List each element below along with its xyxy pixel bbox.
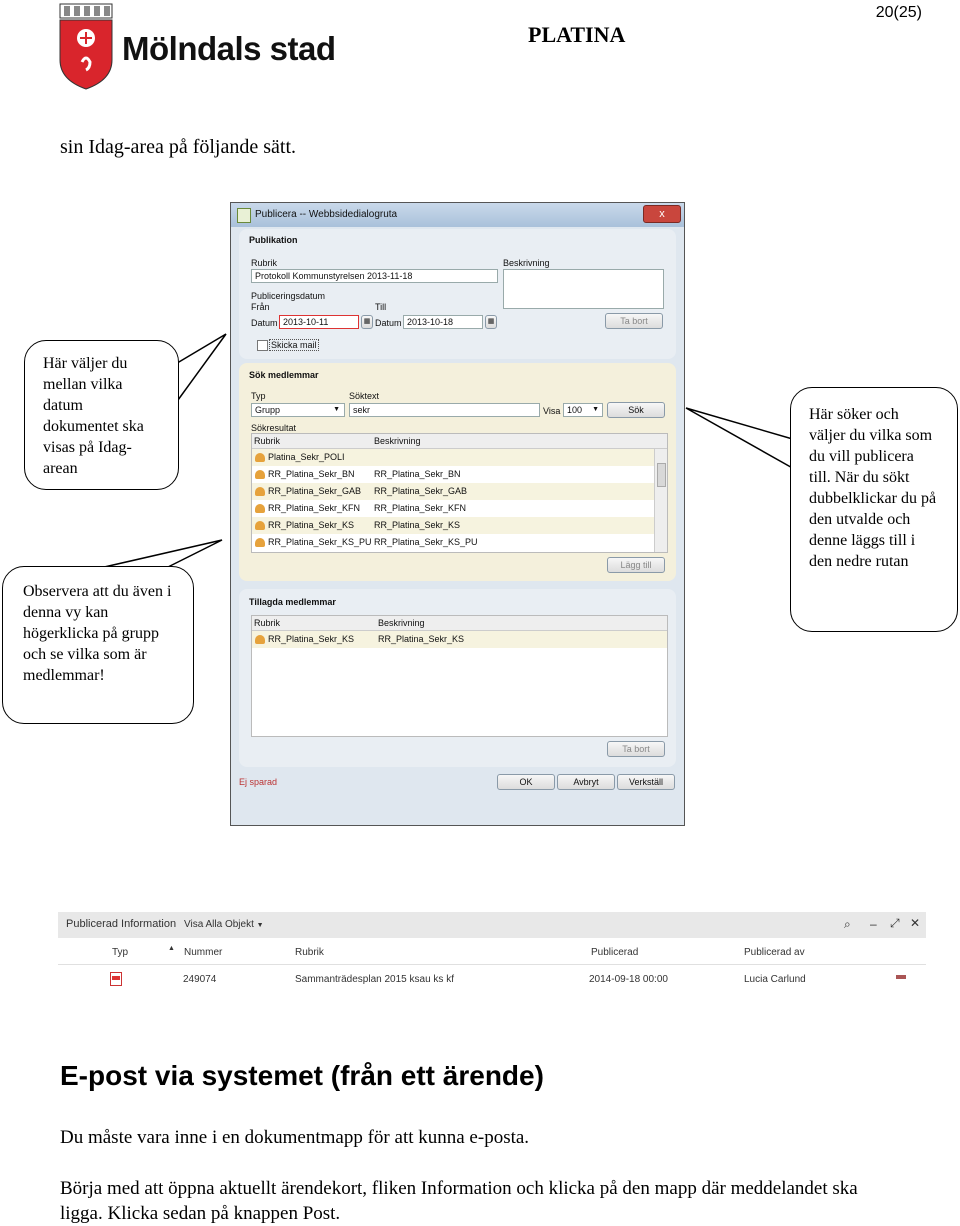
column-header[interactable]: Rubrik: [295, 947, 324, 958]
column-header[interactable]: Rubrik: [254, 618, 281, 628]
publication-date-label: Publiceringsdatum: [251, 291, 326, 301]
from-datum-label: Datum: [251, 318, 278, 328]
column-header[interactable]: Beskrivning: [374, 436, 421, 446]
column-header[interactable]: Beskrivning: [378, 618, 425, 628]
close-icon[interactable]: ✕: [910, 916, 921, 930]
strip-toolbar: [58, 912, 926, 938]
strip-title: Publicerad Information: [66, 918, 177, 930]
search-panel: [239, 363, 676, 581]
dialog-title: Publicera -- Webbsidedialogruta: [255, 209, 398, 220]
paragraph: Börja med att öppna aktuellt ärendekort, fliken Information och klicka på den mapp där meddelandet ska ligga. Klicka sedan på knappen Post.: [60, 1178, 858, 1224]
table-row[interactable]: [252, 483, 654, 500]
searchtext-label: Söktext: [349, 391, 380, 401]
cancel-button[interactable]: Avbryt: [557, 774, 615, 790]
send-mail-checkbox[interactable]: [257, 340, 268, 351]
paragraph: Du måste vara inne i en dokumentmapp för att kunna e-posta.: [60, 1127, 530, 1148]
results-header: [252, 434, 667, 449]
column-header[interactable]: Typ: [112, 947, 129, 958]
publication-heading: Publikation: [249, 235, 298, 245]
to-label: Till: [375, 302, 387, 312]
row-published: 2014-09-18 00:00: [589, 974, 668, 985]
scrollbar[interactable]: [654, 449, 667, 552]
callout-search-hint: [790, 387, 958, 632]
close-button[interactable]: x: [643, 205, 681, 223]
type-label: Typ: [251, 391, 266, 401]
searchtext-field[interactable]: sekr: [349, 403, 540, 417]
column-header[interactable]: Publicerad: [591, 947, 639, 958]
logo-text: Mölndals stad: [122, 30, 336, 67]
group-icon: [255, 487, 265, 496]
table-row[interactable]: [252, 517, 654, 534]
callout-members-text: Observera att du även i denna vy kan högerklicka på grupp och se vilka som är medlemmar!: [23, 583, 172, 684]
added-header: [252, 616, 667, 631]
row-rubrik[interactable]: Sammanträdesplan 2015 ksau ks kf: [295, 974, 454, 985]
to-date-field[interactable]: 2013-10-18: [403, 315, 483, 329]
row-beskrivning: RR_Platina_Sekr_BN: [374, 469, 461, 479]
beskrivning-field[interactable]: [503, 269, 664, 309]
chevron-down-icon: ▼: [592, 406, 599, 413]
search-heading: Sök medlemmar: [249, 370, 319, 380]
row-beskrivning: RR_Platina_Sekr_KFN: [374, 503, 467, 513]
group-icon: [255, 453, 265, 462]
group-icon: [255, 538, 265, 547]
row-rubrik: RR_Platina_Sekr_KS: [268, 520, 355, 530]
from-date-field[interactable]: 2013-10-11: [279, 315, 359, 329]
publication-panel: [239, 229, 676, 359]
row-beskrivning: RR_Platina_Sekr_GAB: [374, 486, 468, 496]
add-member-button[interactable]: Lägg till: [607, 557, 665, 573]
row-beskrivning: RR_Platina_Sekr_KS: [374, 520, 461, 530]
group-icon: [255, 470, 265, 479]
save-status: Ej sparad: [239, 777, 278, 787]
ok-button[interactable]: OK: [497, 774, 555, 790]
show-select[interactable]: [563, 403, 603, 417]
table-row[interactable]: [252, 466, 654, 483]
row-published-by: Lucia Carlund: [744, 974, 806, 985]
from-label: Från: [251, 302, 270, 312]
column-header[interactable]: Rubrik: [254, 436, 281, 446]
pdf-icon: [110, 972, 122, 986]
row-rubrik: RR_Platina_Sekr_KS_PU: [268, 537, 372, 547]
type-select-value: Grupp: [255, 405, 281, 415]
page-number: 20(25): [875, 4, 922, 21]
row-number: 249074: [183, 974, 217, 985]
callout-search-text: Här söker och väljer du vilka som du vill publicera till. När du sökt dubbelklickar du på den utvalde och denne läggs till i den nedre rutan: [809, 406, 937, 570]
chevron-down-icon: ▼: [256, 922, 264, 929]
beskrivning-label: Beskrivning: [503, 258, 550, 268]
item-menu-icon[interactable]: [896, 975, 906, 979]
execute-button[interactable]: Verkställ: [617, 774, 675, 790]
added-members-panel: [239, 589, 676, 767]
search-button[interactable]: Sök: [607, 402, 665, 418]
view-dropdown-label: Visa Alla Objekt: [184, 919, 254, 930]
remove-date-button[interactable]: Ta bort: [605, 313, 663, 329]
scroll-thumb[interactable]: [657, 463, 666, 487]
calendar-icon[interactable]: ▦: [485, 315, 497, 329]
to-datum-label: Datum: [375, 318, 402, 328]
document-title: PLATINA: [528, 22, 626, 47]
row-rubrik: RR_Platina_Sekr_BN: [268, 469, 355, 479]
show-label: Visa: [543, 406, 561, 416]
table-row[interactable]: [252, 631, 667, 648]
send-mail-label[interactable]: Skicka mail: [271, 340, 317, 350]
row-beskrivning: RR_Platina_Sekr_KS_PU: [374, 537, 478, 547]
group-icon: [255, 504, 265, 513]
search-icon[interactable]: ⌕: [844, 917, 851, 931]
show-select-value: 100: [567, 405, 583, 415]
table-row[interactable]: [252, 449, 654, 466]
row-rubrik: RR_Platina_Sekr_GAB: [268, 486, 362, 496]
sort-icon: ▲: [168, 945, 175, 952]
page-icon: [237, 208, 251, 223]
row-rubrik: RR_Platina_Sekr_KFN: [268, 503, 361, 513]
strip-header-row: [58, 940, 926, 965]
callout-dates: [24, 340, 179, 490]
type-select[interactable]: [251, 403, 345, 417]
remove-member-button[interactable]: Ta bort: [607, 741, 665, 757]
calendar-icon[interactable]: ▦: [361, 315, 373, 329]
callout-members-hint: [2, 566, 194, 724]
rubrik-label: Rubrik: [251, 258, 278, 268]
callout-dates-text: Här väljer du mellan vilka datum dokumentet ska visas på Idag-arean: [43, 355, 144, 477]
dialog-titlebar: [231, 203, 684, 227]
expand-icon[interactable]: ⤢: [890, 916, 900, 930]
group-icon: [255, 635, 265, 644]
added-heading: Tillagda medlemmar: [249, 597, 336, 607]
row-rubrik: RR_Platina_Sekr_KS: [268, 634, 355, 644]
added-table: [251, 615, 668, 737]
rubrik-field[interactable]: Protokoll Kommunstyrelsen 2013-11-18: [251, 269, 498, 283]
chevron-down-icon: ▼: [333, 406, 340, 413]
table-row[interactable]: [252, 500, 654, 517]
section-heading: E-post via systemet (från ett ärende): [60, 1060, 544, 1091]
row-beskrivning: RR_Platina_Sekr_KS: [378, 634, 465, 644]
minimize-icon[interactable]: –: [870, 917, 877, 931]
view-dropdown[interactable]: [184, 919, 264, 930]
publish-dialog: [230, 202, 685, 826]
published-info-strip: [58, 912, 926, 994]
table-row[interactable]: [252, 534, 654, 551]
column-header[interactable]: Publicerad av: [744, 947, 805, 958]
results-table: [251, 433, 668, 553]
column-header[interactable]: Nummer: [184, 947, 223, 958]
table-row[interactable]: [58, 968, 926, 990]
row-rubrik: Platina_Sekr_POLI: [268, 452, 345, 462]
intro-text: sin Idag-area på följande sätt.: [60, 136, 297, 158]
results-label: Sökresultat: [251, 423, 297, 433]
group-icon: [255, 521, 265, 530]
